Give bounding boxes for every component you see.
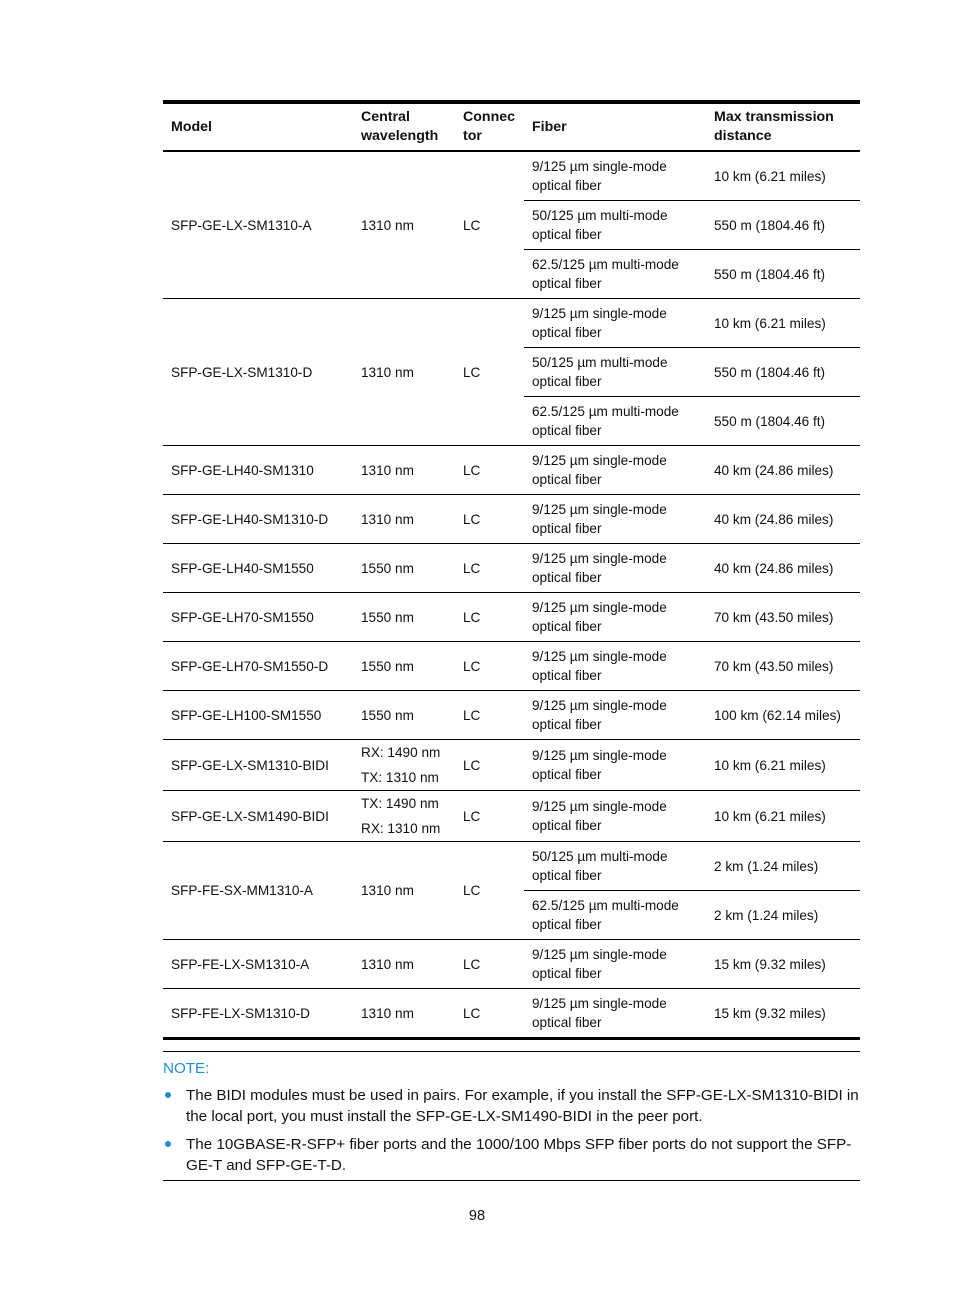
- cell-connector: LC: [455, 989, 524, 1039]
- table-header: [163, 102, 860, 151]
- fiber-line: optical fiber: [532, 767, 602, 782]
- table-row: [163, 842, 860, 891]
- note-list: [163, 1085, 860, 1176]
- header-fiber: Fiber: [524, 102, 706, 151]
- fiber-line: optical fiber: [532, 472, 602, 487]
- wavelength-line: 1310 nm: [361, 883, 414, 898]
- cell-model: SFP-GE-LH40-SM1550: [163, 544, 353, 593]
- cell-fiber: [524, 740, 706, 791]
- cell-distance: 40 km (24.86 miles): [706, 544, 860, 593]
- fiber-line: 50/125 µm multi-mode: [532, 849, 668, 864]
- cell-fiber: [524, 691, 706, 740]
- wavelength-line: 1310 nm: [361, 1005, 414, 1021]
- table-row: [163, 495, 860, 544]
- cell-distance: 2 km (1.24 miles): [706, 891, 860, 940]
- wavelength-line: TX: 1310 nm: [361, 770, 439, 785]
- fiber-line: optical fiber: [532, 966, 602, 981]
- table-row: [163, 691, 860, 740]
- fiber-line: optical fiber: [532, 619, 602, 634]
- cell-fiber: [524, 348, 706, 397]
- cell-model: SFP-FE-LX-SM1310-A: [163, 940, 353, 989]
- cell-wavelength: [353, 740, 455, 791]
- cell-distance: 40 km (24.86 miles): [706, 495, 860, 544]
- cell-connector: LC: [455, 940, 524, 989]
- fiber-line: 9/125 µm single-mode: [532, 551, 667, 566]
- cell-distance: 550 m (1804.46 ft): [706, 397, 860, 446]
- fiber-line: optical fiber: [532, 227, 602, 242]
- fiber-line: optical fiber: [532, 1015, 602, 1030]
- note-item: [163, 1085, 860, 1127]
- cell-wavelength: [353, 842, 455, 940]
- cell-fiber: [524, 642, 706, 691]
- wavelength-line: 1550 nm: [361, 560, 414, 576]
- fiber-line: optical fiber: [532, 178, 602, 193]
- cell-distance: 550 m (1804.46 ft): [706, 250, 860, 299]
- header-distance-line: distance: [714, 128, 772, 144]
- fiber-line: 9/125 µm single-mode: [532, 306, 667, 321]
- wavelength-line: TX: 1490 nm: [361, 796, 439, 811]
- fiber-line: optical fiber: [532, 818, 602, 833]
- cell-distance: 550 m (1804.46 ft): [706, 348, 860, 397]
- cell-fiber: [524, 495, 706, 544]
- cell-connector: LC: [455, 593, 524, 642]
- cell-connector: LC: [463, 217, 481, 233]
- bullet-icon: [165, 1092, 171, 1098]
- wavelength-line: 1550 nm: [361, 609, 414, 625]
- cell-distance: 10 km (6.21 miles): [714, 168, 826, 184]
- table-row: [163, 151, 860, 201]
- cell-fiber: [524, 201, 706, 250]
- cell-connector: LC: [455, 299, 524, 446]
- header-model: Model: [163, 102, 353, 151]
- cell-model: SFP-GE-LH40-SM1310: [163, 446, 353, 495]
- fiber-line: optical fiber: [532, 917, 602, 932]
- fiber-line: 50/125 µm multi-mode: [532, 355, 668, 370]
- wavelength-line: 1310 nm: [361, 956, 414, 972]
- table-row: [163, 791, 860, 842]
- cell-distance: 40 km (24.86 miles): [706, 446, 860, 495]
- wavelength-line: 1550 nm: [361, 658, 414, 674]
- fiber-line: optical fiber: [532, 668, 602, 683]
- bullet-icon: [165, 1141, 171, 1147]
- cell-model: SFP-FE-LX-SM1310-D: [163, 989, 353, 1039]
- cell-fiber: [524, 397, 706, 446]
- cell-fiber: [524, 593, 706, 642]
- cell-model: SFP-GE-LX-SM1310-D: [163, 299, 353, 446]
- fiber-line: optical fiber: [532, 570, 602, 585]
- cell-fiber: [524, 891, 706, 940]
- fiber-line: optical fiber: [532, 325, 602, 340]
- cell-model: SFP-GE-LH40-SM1310-D: [163, 495, 353, 544]
- cell-model: SFP-GE-LH100-SM1550: [163, 691, 353, 740]
- cell-fiber: [524, 842, 706, 891]
- cell-distance: 550 m (1804.46 ft): [706, 201, 860, 250]
- table-row: [163, 642, 860, 691]
- cell-connector: LC: [455, 791, 524, 842]
- cell-connector: LC: [455, 740, 524, 791]
- fiber-line: 9/125 µm single-mode: [532, 600, 667, 615]
- fiber-line: 9/125 µm single-mode: [532, 502, 667, 517]
- table-row: [163, 593, 860, 642]
- fiber-line: 62.5/125 µm multi-mode: [532, 404, 679, 419]
- cell-connector: LC: [455, 691, 524, 740]
- table-row: [163, 446, 860, 495]
- cell-model: SFP-GE-LX-SM1310-A: [171, 217, 312, 233]
- cell-model: SFP-FE-SX-MM1310-A: [163, 842, 353, 940]
- fiber-line: 9/125 µm single-mode: [532, 698, 667, 713]
- cell-wavelength: [353, 691, 455, 740]
- cell-model: SFP-GE-LH70-SM1550-D: [163, 642, 353, 691]
- table-row: [163, 544, 860, 593]
- cell-fiber: [524, 151, 706, 201]
- fiber-line: 9/125 µm single-mode: [532, 947, 667, 962]
- fiber-line: 62.5/125 µm multi-mode: [532, 257, 679, 272]
- note-item: [163, 1134, 860, 1176]
- cell-distance: 70 km (43.50 miles): [706, 642, 860, 691]
- cell-distance: 10 km (6.21 miles): [706, 740, 860, 791]
- header-connector: [455, 102, 524, 151]
- cell-wavelength: [353, 940, 455, 989]
- fiber-line: optical fiber: [532, 276, 602, 291]
- cell-fiber: [524, 791, 706, 842]
- fiber-line: 9/125 µm single-mode: [532, 453, 667, 468]
- cell-model: SFP-GE-LX-SM1310-BIDI: [163, 740, 353, 791]
- wavelength-line: RX: 1490 nm: [361, 745, 441, 760]
- cell-fiber: [524, 299, 706, 348]
- cell-distance: 10 km (6.21 miles): [706, 299, 860, 348]
- cell-fiber: [524, 446, 706, 495]
- cell-connector: LC: [455, 642, 524, 691]
- fiber-line: 62.5/125 µm multi-mode: [532, 898, 679, 913]
- cell-connector: LC: [455, 842, 524, 940]
- table-row: [163, 989, 860, 1039]
- cell-wavelength: [353, 593, 455, 642]
- table-row: [163, 940, 860, 989]
- wavelength-line: 1310 nm: [361, 217, 414, 233]
- cell-distance: 15 km (9.32 miles): [706, 940, 860, 989]
- fiber-line: 9/125 µm single-mode: [532, 996, 667, 1011]
- fiber-line: 9/125 µm single-mode: [532, 799, 667, 814]
- cell-fiber: [524, 989, 706, 1039]
- cell-distance: 100 km (62.14 miles): [706, 691, 860, 740]
- header-wavelength-line: Central: [361, 109, 410, 125]
- cell-wavelength: [353, 299, 455, 446]
- cell-wavelength: [353, 642, 455, 691]
- header-connector-line: Connec: [463, 109, 516, 125]
- wavelength-line: RX: 1310 nm: [361, 821, 441, 836]
- cell-connector: LC: [455, 446, 524, 495]
- header-distance: [706, 102, 860, 151]
- note-item-text: The 10GBASE-R-SFP+ fiber ports and the 1000/100 Mbps SFP fiber ports do not support the SFP-GE-T and SFP-GE-T-D.: [186, 1136, 852, 1174]
- table-row: [163, 299, 860, 348]
- cell-connector: LC: [455, 495, 524, 544]
- transceiver-spec-table: [163, 100, 860, 1040]
- fiber-line: 9/125 µm single-mode: [532, 159, 667, 174]
- cell-distance: 70 km (43.50 miles): [706, 593, 860, 642]
- cell-wavelength: [353, 495, 455, 544]
- header-row: [163, 102, 860, 151]
- cell-model: SFP-GE-LH70-SM1550: [163, 593, 353, 642]
- fiber-line: optical fiber: [532, 868, 602, 883]
- fiber-line: optical fiber: [532, 423, 602, 438]
- header-wavelength-line: wavelength: [361, 128, 439, 144]
- note-box: [163, 1051, 860, 1181]
- wavelength-line: 1550 nm: [361, 707, 414, 723]
- cell-wavelength: [353, 989, 455, 1039]
- fiber-line: 9/125 µm single-mode: [532, 649, 667, 664]
- wavelength-line: 1310 nm: [361, 511, 414, 527]
- page-number: 98: [468, 1208, 486, 1224]
- cell-connector: LC: [455, 544, 524, 593]
- header-wavelength: [353, 102, 455, 151]
- wavelength-line: 1310 nm: [361, 364, 414, 380]
- note-item-text: The BIDI modules must be used in pairs. For example, if you install the SFP-GE-LX-SM1310-BIDI in the local port, you must install the SFP-GE-LX-SM1490-BIDI in the peer port.: [186, 1087, 859, 1125]
- fiber-line: optical fiber: [532, 521, 602, 536]
- fiber-line: 9/125 µm single-mode: [532, 748, 667, 763]
- note-label: NOTE:: [163, 1060, 210, 1077]
- cell-wavelength: [353, 446, 455, 495]
- cell-model: SFP-GE-LX-SM1490-BIDI: [163, 791, 353, 842]
- cell-wavelength: [353, 151, 455, 299]
- cell-distance: 15 km (9.32 miles): [706, 989, 860, 1039]
- cell-distance: 10 km (6.21 miles): [706, 791, 860, 842]
- fiber-line: optical fiber: [532, 717, 602, 732]
- table-body: [163, 151, 860, 1039]
- cell-distance: 2 km (1.24 miles): [706, 842, 860, 891]
- cell-wavelength: [353, 544, 455, 593]
- fiber-line: 50/125 µm multi-mode: [532, 208, 668, 223]
- wavelength-line: 1310 nm: [361, 462, 414, 478]
- table-row: [163, 740, 860, 791]
- fiber-line: optical fiber: [532, 374, 602, 389]
- cell-wavelength: [353, 791, 455, 842]
- cell-fiber: [524, 250, 706, 299]
- cell-fiber: [524, 544, 706, 593]
- header-distance-line: Max transmission: [714, 109, 834, 125]
- cell-fiber: [524, 940, 706, 989]
- header-connector-line: tor: [463, 128, 482, 144]
